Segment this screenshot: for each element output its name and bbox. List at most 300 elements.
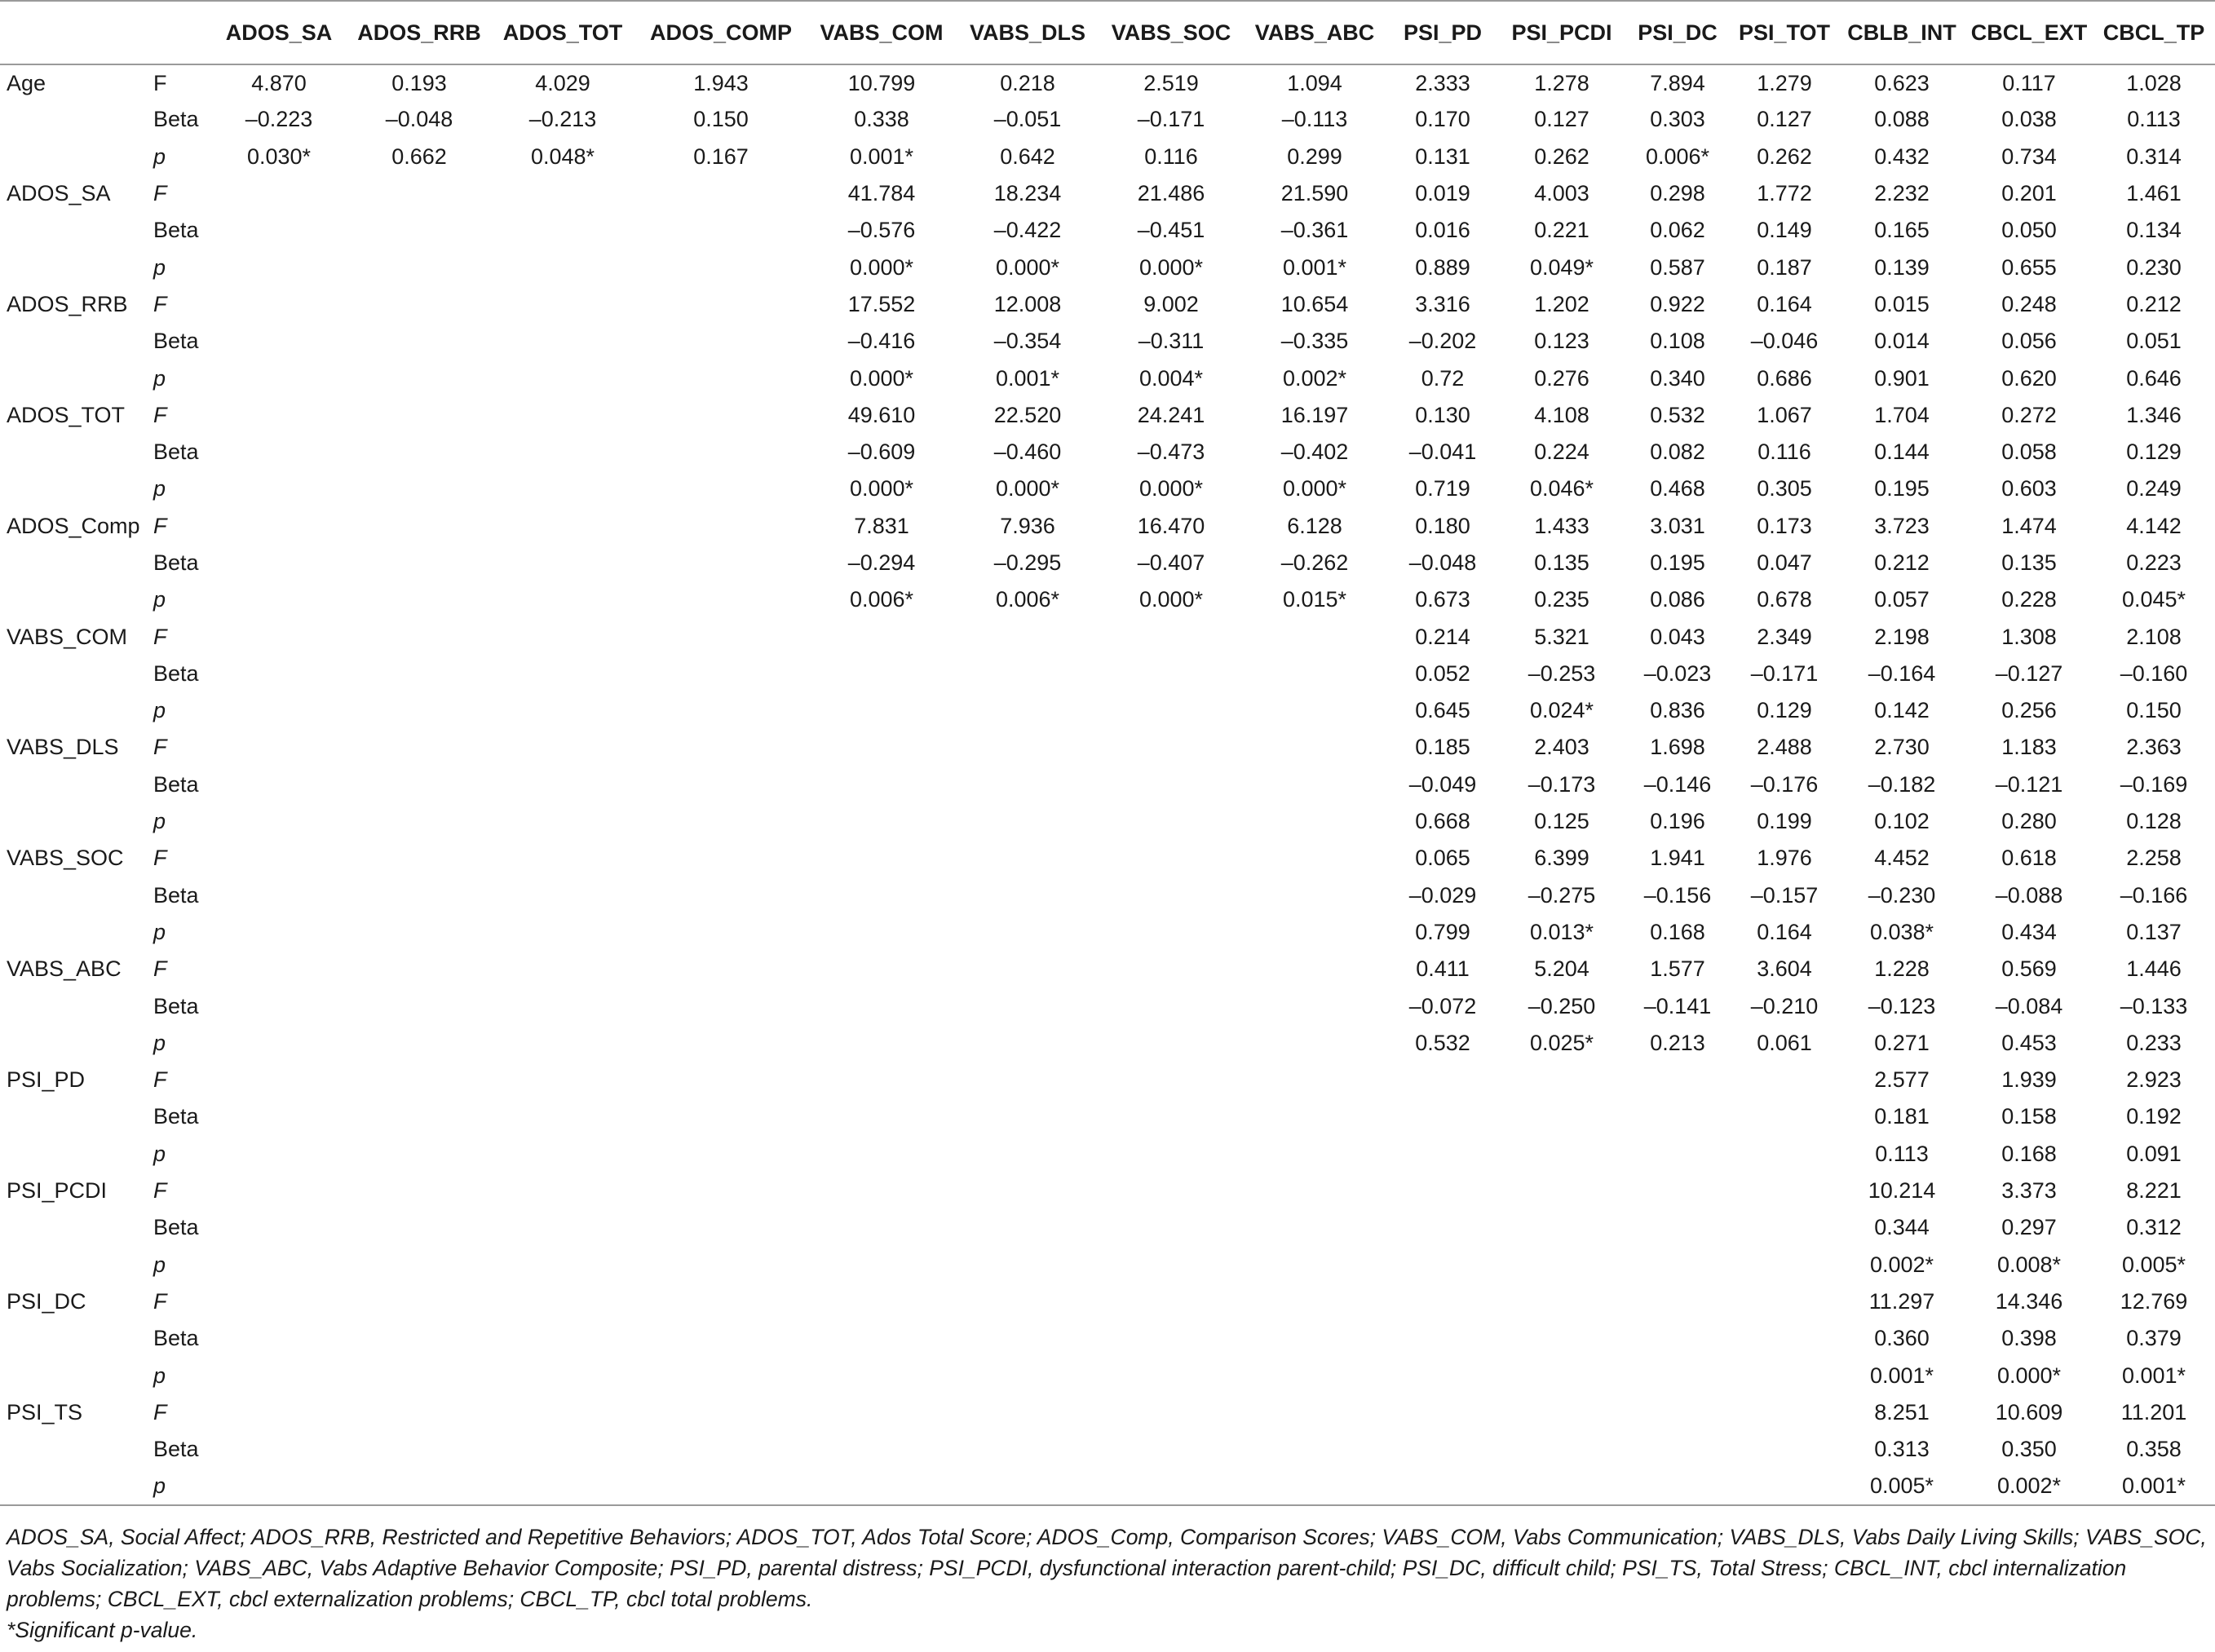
- value-cell: [634, 729, 807, 766]
- value-cell: [634, 323, 807, 360]
- table-row: [0, 139, 2215, 175]
- column-header: PSI_DC: [1625, 1, 1731, 64]
- value-cell: 2.349: [1757, 624, 1812, 649]
- value-cell: 24.241: [1137, 402, 1205, 427]
- value-cell: [956, 1394, 1099, 1431]
- value-cell: [1243, 618, 1386, 655]
- value-cell: 1.772: [1757, 181, 1812, 206]
- value-cell: [1625, 1431, 1731, 1468]
- value-cell: 0.280: [2001, 809, 2057, 834]
- value-cell: –0.046: [1750, 329, 1819, 354]
- value-cell: [210, 1062, 347, 1098]
- value-cell: 0.181: [1874, 1104, 1930, 1129]
- value-cell: [1731, 1468, 1838, 1504]
- value-cell: [347, 1320, 491, 1357]
- value-cell: 0.000*: [849, 365, 914, 391]
- header-row: [0, 1, 2215, 64]
- value-cell: 0.038*: [1869, 919, 1934, 944]
- value-cell: [956, 1357, 1099, 1394]
- row-variable-label: [0, 581, 152, 618]
- value-cell: [1625, 1394, 1731, 1431]
- statistic-label: p: [153, 1030, 166, 1055]
- value-cell: [1731, 1357, 1838, 1394]
- value-cell: [1731, 1320, 1838, 1357]
- value-cell: –0.335: [1280, 329, 1349, 354]
- value-cell: 0.045*: [2121, 587, 2186, 612]
- statistic-label: Beta: [153, 882, 199, 908]
- value-cell: [491, 545, 634, 581]
- value-cell: 0.135: [2001, 550, 2057, 575]
- row-variable-label: [0, 1431, 152, 1468]
- row-variable-label: PSI_TS: [7, 1399, 83, 1425]
- value-cell: 0.72: [1421, 365, 1465, 391]
- statistic-label: p: [153, 254, 166, 280]
- value-cell: 0.001*: [1282, 254, 1347, 280]
- value-cell: [210, 1025, 347, 1062]
- value-cell: 10.609: [1995, 1399, 2063, 1425]
- table-notes: [7, 1522, 2208, 1645]
- value-cell: [634, 656, 807, 692]
- value-cell: 0.142: [1874, 698, 1930, 723]
- value-cell: 2.258: [2126, 846, 2182, 871]
- value-cell: [347, 434, 491, 470]
- value-cell: [491, 914, 634, 951]
- value-cell: [1243, 1173, 1386, 1209]
- value-cell: 1.704: [1874, 402, 1930, 427]
- value-cell: 0.271: [1874, 1030, 1930, 1055]
- value-cell: [1731, 1283, 1838, 1320]
- value-cell: 0.668: [1415, 809, 1470, 834]
- value-cell: [491, 581, 634, 618]
- value-cell: [491, 656, 634, 692]
- value-cell: 2.488: [1757, 735, 1812, 760]
- value-cell: 0.000*: [995, 476, 1060, 501]
- value-cell: [1499, 1320, 1625, 1357]
- value-cell: [1386, 1173, 1499, 1209]
- value-cell: 0.051: [2126, 329, 2182, 354]
- value-cell: [634, 692, 807, 729]
- value-cell: [956, 1209, 1099, 1246]
- table-row: [0, 581, 2215, 618]
- table-row: [0, 545, 2215, 581]
- table-row: [0, 1062, 2215, 1098]
- value-cell: 0.000*: [1138, 254, 1204, 280]
- value-cell: –0.133: [2120, 993, 2188, 1018]
- row-variable-label: [0, 1320, 152, 1357]
- value-cell: 7.894: [1650, 70, 1705, 95]
- value-cell: [1625, 1283, 1731, 1320]
- value-cell: [210, 434, 347, 470]
- value-cell: [807, 914, 956, 951]
- value-cell: [347, 951, 491, 987]
- value-cell: 8.251: [1874, 1399, 1930, 1425]
- value-cell: 0.113: [1875, 1141, 1929, 1166]
- value-cell: [491, 1283, 634, 1320]
- statistic-label: Beta: [153, 1215, 199, 1240]
- value-cell: [491, 1173, 634, 1209]
- statistic-label: Beta: [153, 771, 199, 797]
- value-cell: [807, 1062, 956, 1098]
- value-cell: [956, 656, 1099, 692]
- value-cell: [347, 470, 491, 507]
- value-cell: 18.234: [993, 181, 1062, 206]
- value-cell: [347, 987, 491, 1024]
- value-cell: 0.262: [1534, 144, 1589, 169]
- value-cell: 8.221: [2126, 1178, 2182, 1204]
- value-cell: [634, 1136, 807, 1173]
- value-cell: 6.399: [1534, 846, 1589, 871]
- table-row: [0, 987, 2215, 1024]
- value-cell: [1731, 1209, 1838, 1246]
- value-cell: 1.939: [2001, 1067, 2057, 1093]
- value-cell: 0.127: [1757, 107, 1812, 132]
- value-cell: [1243, 766, 1386, 803]
- value-cell: [491, 987, 634, 1024]
- value-cell: [347, 729, 491, 766]
- statistic-label: F: [153, 624, 167, 649]
- value-cell: –0.088: [1995, 882, 2063, 908]
- value-cell: 0.061: [1757, 1030, 1812, 1055]
- value-cell: [1243, 803, 1386, 840]
- value-cell: [1243, 1136, 1386, 1173]
- value-cell: 0.569: [2001, 956, 2057, 982]
- value-cell: [634, 1025, 807, 1062]
- value-cell: 4.003: [1534, 181, 1589, 206]
- value-cell: [491, 1394, 634, 1431]
- value-cell: [1099, 951, 1243, 987]
- value-cell: 1.941: [1650, 846, 1705, 871]
- value-cell: [347, 1062, 491, 1098]
- statistic-label: p: [153, 1363, 166, 1388]
- value-cell: [347, 508, 491, 545]
- value-cell: [1386, 1098, 1499, 1135]
- value-cell: –0.311: [1138, 329, 1205, 354]
- value-cell: 0.620: [2001, 365, 2057, 391]
- value-cell: 0.350: [2001, 1437, 2057, 1462]
- value-cell: [634, 212, 807, 249]
- statistic-label: p: [153, 919, 166, 944]
- table-row: [0, 1098, 2215, 1135]
- value-cell: 0.256: [2001, 698, 2057, 723]
- statistic-label: p: [153, 365, 166, 391]
- value-cell: 0.379: [2126, 1326, 2182, 1351]
- value-cell: [1386, 1431, 1499, 1468]
- value-cell: [1499, 1283, 1625, 1320]
- value-cell: [210, 803, 347, 840]
- value-cell: 0.168: [1650, 919, 1705, 944]
- value-cell: –0.141: [1643, 993, 1712, 1018]
- value-cell: [491, 803, 634, 840]
- value-cell: [210, 508, 347, 545]
- value-cell: 0.046*: [1529, 476, 1594, 501]
- value-cell: 0.000*: [1282, 476, 1347, 501]
- value-cell: 0.058: [2001, 440, 2057, 465]
- value-cell: 0.150: [693, 107, 749, 132]
- value-cell: [956, 1173, 1099, 1209]
- table-row: [0, 877, 2215, 914]
- value-cell: [634, 840, 807, 877]
- value-cell: 0.262: [1757, 144, 1812, 169]
- value-cell: 0.130: [1415, 402, 1470, 427]
- value-cell: 0.201: [2001, 181, 2057, 206]
- value-cell: [1731, 1394, 1838, 1431]
- value-cell: [210, 1431, 347, 1468]
- value-cell: 0.001*: [2093, 1468, 2215, 1504]
- value-cell: 0.000*: [849, 476, 914, 501]
- value-cell: [634, 397, 807, 434]
- value-cell: [1243, 729, 1386, 766]
- value-cell: 0.116: [1144, 144, 1198, 169]
- value-cell: 2.198: [1874, 624, 1930, 649]
- value-cell: 0.193: [391, 70, 447, 95]
- value-cell: 11.201: [2120, 1399, 2187, 1425]
- value-cell: [1243, 951, 1386, 987]
- value-cell: [1243, 1283, 1386, 1320]
- value-cell: –0.160: [2120, 660, 2188, 686]
- value-cell: [1625, 1136, 1731, 1173]
- value-cell: 0.230: [2126, 254, 2182, 280]
- value-cell: [347, 1136, 491, 1173]
- value-cell: 0.065: [1415, 846, 1470, 871]
- value-cell: [1731, 1247, 1838, 1283]
- value-cell: [1099, 987, 1243, 1024]
- value-cell: –0.416: [847, 329, 916, 354]
- value-cell: [491, 212, 634, 249]
- table-row: [0, 212, 2215, 249]
- value-cell: [634, 987, 807, 1024]
- value-cell: [1099, 1431, 1243, 1468]
- value-cell: 0.038: [2001, 107, 2057, 132]
- value-cell: –0.164: [1868, 660, 1936, 686]
- value-cell: [634, 175, 807, 212]
- table-row: [0, 1357, 2215, 1394]
- value-cell: [807, 1357, 956, 1394]
- value-cell: [1731, 1431, 1838, 1468]
- value-cell: [956, 1431, 1099, 1468]
- value-cell: [1386, 1136, 1499, 1173]
- value-cell: [347, 212, 491, 249]
- value-cell: [210, 1098, 347, 1135]
- value-cell: [1099, 1136, 1243, 1173]
- value-cell: 12.769: [2120, 1288, 2188, 1314]
- value-cell: [347, 914, 491, 951]
- value-cell: [1099, 1247, 1243, 1283]
- value-cell: –0.049: [1408, 771, 1477, 797]
- value-cell: 16.470: [1137, 513, 1205, 538]
- value-cell: 0.212: [2126, 291, 2182, 316]
- value-cell: 5.204: [1534, 956, 1589, 982]
- value-cell: [1243, 692, 1386, 729]
- row-variable-label: Age: [7, 70, 46, 95]
- table-row: [0, 434, 2215, 470]
- row-variable-label: [0, 139, 152, 175]
- value-cell: [1099, 1173, 1243, 1209]
- value-cell: –0.182: [1868, 771, 1936, 797]
- row-variable-label: [0, 545, 152, 581]
- value-cell: 0.532: [1650, 402, 1705, 427]
- table-row: [0, 729, 2215, 766]
- value-cell: 21.486: [1137, 181, 1205, 206]
- row-variable-label: [0, 249, 152, 285]
- value-cell: [634, 766, 807, 803]
- value-cell: 0.218: [1000, 70, 1055, 95]
- value-cell: [807, 766, 956, 803]
- value-cell: [210, 360, 347, 396]
- table-row: [0, 692, 2215, 729]
- row-variable-label: [0, 212, 152, 249]
- value-cell: 0.006*: [1645, 144, 1710, 169]
- value-cell: 1.446: [2126, 956, 2182, 982]
- value-cell: 1.094: [1287, 70, 1342, 95]
- value-cell: [491, 323, 634, 360]
- value-cell: 4.870: [251, 70, 307, 95]
- value-cell: [1099, 1283, 1243, 1320]
- value-cell: [1099, 1468, 1243, 1504]
- value-cell: [807, 1394, 956, 1431]
- statistic-label: F: [153, 513, 167, 538]
- value-cell: 0.344: [1874, 1215, 1930, 1240]
- statistic-label: p: [152, 1468, 210, 1504]
- value-cell: 0.057: [1874, 587, 1930, 612]
- value-cell: [1386, 1062, 1499, 1098]
- value-cell: [347, 766, 491, 803]
- value-cell: 0.655: [2001, 254, 2057, 280]
- value-cell: 1.976: [1757, 846, 1812, 871]
- value-cell: 0.000*: [1996, 1363, 2062, 1388]
- statistic-label: F: [153, 402, 167, 427]
- value-cell: [1499, 1247, 1625, 1283]
- row-variable-label: [0, 434, 152, 470]
- value-cell: 0.048*: [530, 144, 595, 169]
- statistic-label: p: [153, 476, 166, 501]
- value-cell: [956, 914, 1099, 951]
- value-cell: [1099, 1320, 1243, 1357]
- value-cell: [210, 323, 347, 360]
- value-cell: –0.253: [1528, 660, 1596, 686]
- value-cell: –0.029: [1408, 882, 1477, 908]
- value-cell: 0.673: [1415, 587, 1470, 612]
- value-cell: 0.305: [1757, 476, 1812, 501]
- table-row: [0, 508, 2215, 545]
- row-variable-label: VABS_DLS: [7, 735, 119, 760]
- value-cell: 0.129: [2126, 440, 2182, 465]
- value-cell: [1243, 656, 1386, 692]
- value-cell: –0.084: [1995, 993, 2063, 1018]
- value-cell: 0.025*: [1529, 1030, 1594, 1055]
- value-cell: [347, 545, 491, 581]
- value-cell: [634, 1062, 807, 1098]
- value-cell: 1.067: [1757, 402, 1812, 427]
- value-cell: 0.180: [1415, 513, 1470, 538]
- value-cell: [210, 877, 347, 914]
- value-cell: –0.451: [1137, 218, 1205, 243]
- value-cell: [210, 1173, 347, 1209]
- row-variable-label: PSI_DC: [7, 1288, 86, 1314]
- value-cell: 0.000*: [995, 254, 1060, 280]
- value-cell: [1243, 1468, 1386, 1504]
- value-cell: [347, 286, 491, 323]
- row-variable-label: [0, 1136, 152, 1173]
- statistic-label: F: [153, 735, 167, 760]
- value-cell: 5.321: [1534, 624, 1589, 649]
- value-cell: [956, 766, 1099, 803]
- value-cell: [634, 914, 807, 951]
- table-row: [0, 618, 2215, 655]
- value-cell: [634, 618, 807, 655]
- table-row: [0, 914, 2215, 951]
- table-row: [0, 1468, 2215, 1504]
- value-cell: [807, 1431, 956, 1468]
- table-row: [0, 1173, 2215, 1209]
- value-cell: 0.015*: [1282, 587, 1347, 612]
- value-cell: 7.831: [854, 513, 909, 538]
- value-cell: –0.473: [1137, 440, 1205, 465]
- value-cell: 3.604: [1757, 956, 1812, 982]
- value-cell: [1243, 1098, 1386, 1135]
- value-cell: 11.297: [1868, 1288, 1935, 1314]
- value-cell: –0.354: [993, 329, 1062, 354]
- value-cell: 0.168: [2001, 1141, 2057, 1166]
- value-cell: 0.187: [1757, 254, 1812, 280]
- value-cell: 0.164: [1757, 291, 1812, 316]
- value-cell: [1099, 618, 1243, 655]
- statistic-label: Beta: [153, 1437, 199, 1462]
- statistic-label: Beta: [153, 550, 199, 575]
- value-cell: 16.197: [1280, 402, 1349, 427]
- value-cell: [1625, 1173, 1731, 1209]
- value-cell: 0.303: [1650, 107, 1705, 132]
- value-cell: 0.338: [854, 107, 909, 132]
- value-cell: [1625, 1320, 1731, 1357]
- value-cell: [347, 840, 491, 877]
- value-cell: 0.170: [1415, 107, 1470, 132]
- row-variable-label: [0, 656, 152, 692]
- value-cell: [491, 1098, 634, 1135]
- value-cell: 0.127: [1534, 107, 1589, 132]
- value-cell: 0.134: [2126, 218, 2182, 243]
- row-variable-label: ADOS_RRB: [7, 291, 128, 316]
- column-header: [0, 1, 152, 64]
- value-cell: 0.024*: [1529, 698, 1594, 723]
- value-cell: 0.164: [1757, 919, 1812, 944]
- value-cell: [1731, 1136, 1838, 1173]
- value-cell: –0.173: [1528, 771, 1596, 797]
- value-cell: [347, 1394, 491, 1431]
- value-cell: 0.013*: [1529, 919, 1594, 944]
- value-cell: [634, 1098, 807, 1135]
- value-cell: –0.176: [1750, 771, 1819, 797]
- value-cell: [634, 803, 807, 840]
- value-cell: 0.340: [1650, 365, 1705, 391]
- value-cell: [491, 1025, 634, 1062]
- value-cell: 0.001*: [2121, 1363, 2186, 1388]
- value-cell: [807, 1098, 956, 1135]
- significance-footnote: *Significant p-value.: [7, 1618, 198, 1642]
- value-cell: [491, 1357, 634, 1394]
- value-cell: [1386, 1320, 1499, 1357]
- table-row: [0, 249, 2215, 285]
- row-variable-label: [0, 766, 152, 803]
- table-row: [0, 1431, 2215, 1468]
- statistic-label: Beta: [153, 660, 199, 686]
- table-row: [0, 1136, 2215, 1173]
- value-cell: [634, 1173, 807, 1209]
- value-cell: 1.577: [1650, 956, 1705, 982]
- value-cell: [491, 692, 634, 729]
- value-cell: –0.156: [1643, 882, 1712, 908]
- value-cell: 0.298: [1650, 181, 1705, 206]
- statistic-label: p: [153, 587, 166, 612]
